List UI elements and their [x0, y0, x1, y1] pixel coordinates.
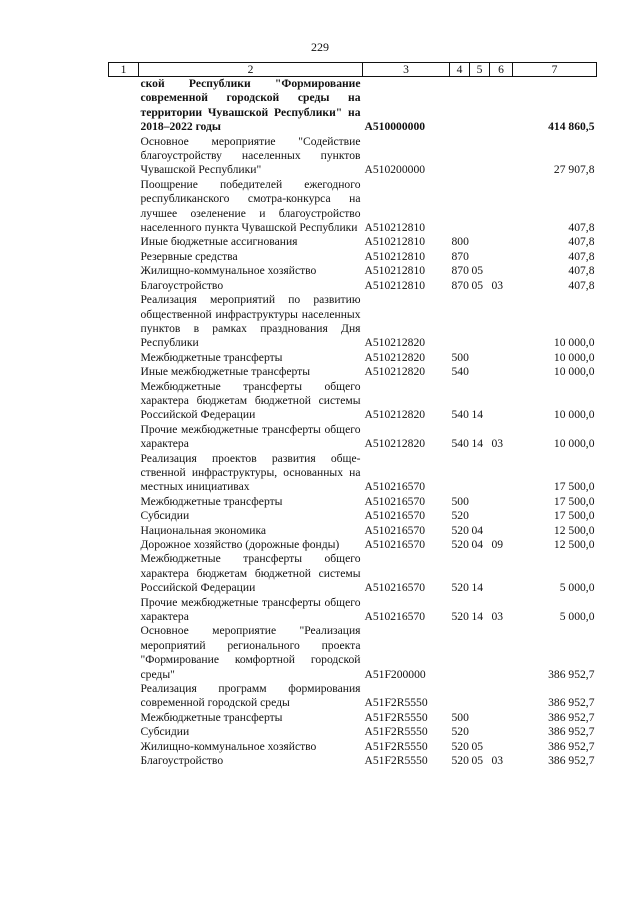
table-row: [109, 351, 597, 365]
row-subsection: [490, 524, 513, 538]
row-expense-type: 520: [451, 725, 469, 739]
row-amount: 10 000,0: [553, 336, 595, 350]
row-name: Реализация мероприятий по развитию общественной инфраструктуры населенных пунктов в рамках празднования Дня Республики: [140, 293, 361, 350]
row-subsection: [490, 711, 513, 725]
row-expense-type: 540: [451, 365, 469, 379]
header-col-3: 3: [363, 63, 450, 77]
row-section: [470, 495, 490, 509]
table-row: [109, 495, 597, 509]
row-subsection: [490, 380, 513, 423]
table-row: [109, 380, 597, 423]
row-target-code: A51F2R5550: [364, 696, 428, 710]
row-subsection: 03: [491, 610, 504, 624]
row-name: Поощрение победителей ежегодного республиканского смотра-конкурса на лучшее озеленение и благоустройство населенного пункта Чувашской Республики: [140, 177, 361, 235]
row-expense-type: 500: [451, 494, 469, 508]
row-spacer: [109, 351, 139, 365]
row-name: Реализация программ формирования современной городской среды: [140, 682, 361, 710]
row-name: Прочие межбюджетные трансферты общего характера: [140, 422, 361, 451]
row-amount: 386 952,7: [548, 754, 595, 768]
row-amount: 407,8: [568, 249, 595, 263]
row-spacer: [109, 264, 139, 278]
row-section: 05: [471, 739, 484, 753]
row-amount: 10 000,0: [553, 350, 595, 364]
row-section: 14: [471, 437, 484, 451]
row-expense-type: [450, 682, 470, 711]
row-target-code: A510216570: [364, 523, 426, 537]
row-section: [470, 624, 490, 682]
row-name: Межбюджетные трансферты общего характера бюджетам бюджетной системы Российской Федерации: [140, 379, 361, 422]
row-amount: 27 907,8: [553, 163, 595, 177]
row-target-code: A510212810: [364, 249, 426, 263]
row-name: Дорожное хозяйство (дорожные фонды): [140, 538, 340, 551]
row-section: [470, 135, 490, 178]
row-subsection: 03: [491, 278, 504, 292]
row-target-code: A510212810: [364, 221, 426, 235]
row-amount: 386 952,7: [548, 739, 595, 753]
row-target-code: A510212820: [364, 336, 426, 350]
row-amount: 17 500,0: [553, 480, 595, 494]
row-subsection: [490, 250, 513, 264]
row-amount: 386 952,7: [548, 725, 595, 739]
row-target-code: A510000000: [364, 120, 426, 134]
row-amount: 386 952,7: [548, 710, 595, 724]
row-subsection: [490, 135, 513, 178]
row-spacer: [109, 624, 139, 682]
row-subsection: [490, 509, 513, 523]
table-row: [109, 452, 597, 495]
row-subsection: [490, 365, 513, 379]
row-target-code: A510216570: [364, 480, 426, 494]
header-col-2: 2: [139, 63, 363, 77]
row-amount: 414 860,5: [548, 120, 595, 134]
row-expense-type: 500: [451, 710, 469, 724]
row-amount: 407,8: [568, 235, 595, 249]
row-section: [470, 77, 490, 135]
row-target-code: A510212820: [364, 350, 426, 364]
row-subsection: [490, 725, 513, 739]
row-subsection: [490, 682, 513, 711]
row-expense-type: 520: [451, 581, 469, 595]
table-row: [109, 509, 597, 523]
row-expense-type: [450, 135, 470, 178]
row-spacer: [109, 495, 139, 509]
row-name: Межбюджетные трансферты: [140, 350, 283, 364]
row-target-code: A510212820: [364, 365, 426, 379]
row-expense-type: 870: [451, 264, 469, 278]
row-spacer: [109, 524, 139, 538]
row-amount: 386 952,7: [548, 696, 595, 710]
row-section: 05: [471, 264, 484, 278]
row-section: 04: [471, 538, 484, 551]
row-spacer: [109, 452, 139, 495]
row-spacer: [109, 509, 139, 523]
row-spacer: [109, 682, 139, 711]
row-target-code: A51F2R5550: [364, 710, 428, 724]
row-subsection: [490, 624, 513, 682]
row-spacer: [109, 552, 139, 595]
row-name: Резервные средства: [140, 249, 238, 263]
table-row: [109, 279, 597, 293]
row-expense-type: 540: [451, 408, 469, 422]
row-expense-type: [450, 178, 470, 236]
table-row: [109, 725, 597, 739]
row-amount: 407,8: [568, 278, 595, 292]
row-spacer: [109, 711, 139, 725]
row-expense-type: 500: [451, 350, 469, 364]
row-subsection: 03: [491, 437, 504, 451]
row-expense-type: [450, 624, 470, 682]
row-target-code: A510216570: [364, 509, 426, 523]
table-row: [109, 293, 597, 351]
row-name: Жилищно-коммунальное хозяйство: [140, 739, 317, 753]
table-row: [109, 740, 597, 754]
row-section: 14: [471, 408, 484, 422]
row-spacer: [109, 423, 139, 452]
row-spacer: [109, 250, 139, 264]
row-amount: 12 500,0: [553, 538, 595, 551]
row-amount: 407,8: [568, 264, 595, 278]
row-target-code: A510216570: [364, 494, 426, 508]
header-col-4: 4: [450, 63, 470, 77]
row-name: Иные бюджетные ассигнования: [140, 235, 298, 249]
row-amount: 10 000,0: [553, 365, 595, 379]
table-row: [109, 596, 597, 625]
row-subsection: [490, 293, 513, 351]
row-target-code: A510212810: [364, 278, 426, 292]
row-amount: 5 000,0: [559, 610, 595, 624]
row-section: 14: [471, 610, 484, 624]
row-spacer: [109, 740, 139, 754]
row-subsection: [490, 77, 513, 135]
row-name: Благоустройство: [140, 278, 224, 292]
table-row: [109, 264, 597, 278]
row-section: 04: [471, 523, 484, 537]
row-subsection: [490, 552, 513, 595]
row-name: Реализация проектов развития общественной инфраструктуры, основанных на местных инициативах: [140, 451, 361, 494]
row-name: Межбюджетные трансферты: [140, 494, 283, 508]
table-row: [109, 754, 597, 768]
row-name: Национальная экономика: [140, 523, 267, 537]
header-row: [109, 63, 597, 77]
row-subsection: [490, 351, 513, 365]
row-name: Межбюджетные трансферты общего характера бюджетам бюджетной системы Российской Федерации: [140, 552, 361, 595]
row-subsection: [490, 495, 513, 509]
row-name: Субсидии: [140, 509, 190, 523]
row-name: Основное мероприятие "Содействие благоустройству населенных пунктов Чувашской Республики": [140, 134, 361, 177]
row-expense-type: [450, 77, 470, 135]
row-subsection: [490, 452, 513, 495]
row-section: 05: [471, 754, 484, 768]
row-spacer: [109, 293, 139, 351]
row-spacer: [109, 754, 139, 768]
row-section: 14: [471, 581, 484, 595]
table-row: [109, 524, 597, 538]
row-spacer: [109, 77, 139, 135]
row-target-code: A510216570: [364, 610, 426, 624]
row-expense-type: 540: [451, 437, 469, 451]
header-col-6: 6: [490, 63, 513, 77]
row-amount: 5 000,0: [559, 581, 595, 595]
row-expense-type: [450, 452, 470, 495]
row-target-code: A51F2R5550: [364, 725, 428, 739]
row-section: 05: [471, 278, 484, 292]
row-amount: 10 000,0: [553, 408, 595, 422]
table-row: [109, 178, 597, 236]
row-name: Жилищно-коммунальное хозяйство: [140, 264, 317, 278]
row-target-code: A510212810: [364, 235, 426, 249]
table-row: [109, 552, 597, 595]
row-expense-type: 520: [451, 754, 469, 768]
row-subsection: 03: [491, 754, 504, 768]
row-expense-type: 870: [451, 249, 469, 263]
row-name: ской Республики "Формирование современной городской среды на территории Чувашской Республики" на 2018–2022 годы: [140, 77, 361, 134]
row-section: [470, 235, 490, 249]
row-subsection: [490, 178, 513, 236]
row-expense-type: 800: [451, 235, 469, 249]
table-row: [109, 135, 597, 178]
table-row: [109, 235, 597, 249]
row-spacer: [109, 235, 139, 249]
table-row: [109, 711, 597, 725]
table-row: [109, 423, 597, 452]
row-target-code: A510212810: [364, 264, 426, 278]
header-col-7: 7: [513, 63, 597, 77]
row-name: Межбюджетные трансферты: [140, 710, 283, 724]
row-amount: 386 952,7: [548, 667, 595, 681]
row-target-code: A510212820: [364, 437, 426, 451]
row-subsection: 09: [491, 538, 504, 551]
page-number: 229: [311, 40, 329, 54]
row-section: [470, 293, 490, 351]
row-spacer: [109, 365, 139, 379]
row-expense-type: 520: [451, 610, 469, 624]
header-col-5: 5: [470, 63, 490, 77]
row-expense-type: 520: [451, 739, 469, 753]
row-target-code: A51F2R5550: [364, 754, 428, 768]
row-amount: 407,8: [568, 221, 595, 235]
row-name: Прочие межбюджетные трансферты общего характера: [140, 595, 361, 624]
row-spacer: [109, 380, 139, 423]
row-target-code: A510216570: [364, 538, 426, 551]
table-row: [109, 250, 597, 264]
row-subsection: [490, 264, 513, 278]
row-target-code: A510216570: [364, 581, 426, 595]
row-expense-type: 520: [451, 538, 469, 551]
row-name: Основное мероприятие "Реализация мероприятий регионального проекта "Формирование комфортной городской среды": [140, 624, 361, 681]
row-name: Благоустройство: [140, 754, 224, 768]
table-row: [109, 365, 597, 379]
row-target-code: A51F200000: [364, 667, 426, 681]
row-amount: 10 000,0: [553, 437, 595, 451]
row-expense-type: 870: [451, 278, 469, 292]
row-section: [470, 365, 490, 379]
row-subsection: [490, 235, 513, 249]
row-section: [470, 452, 490, 495]
header-col-1: 1: [109, 63, 139, 77]
row-target-code: A510212820: [364, 408, 426, 422]
row-section: [470, 351, 490, 365]
row-target-code: A510200000: [364, 163, 426, 177]
row-section: [470, 682, 490, 711]
row-spacer: [109, 178, 139, 236]
row-expense-type: 520: [451, 523, 469, 537]
table-row: [109, 77, 597, 135]
row-name: Субсидии: [140, 725, 190, 739]
row-target-code: A51F2R5550: [364, 739, 428, 753]
row-spacer: [109, 725, 139, 739]
table-row: [109, 538, 597, 552]
row-section: [470, 725, 490, 739]
row-section: [470, 178, 490, 236]
row-section: [470, 509, 490, 523]
row-amount: 12 500,0: [553, 523, 595, 537]
row-section: [470, 711, 490, 725]
row-name: Иные межбюджетные трансферты: [140, 365, 311, 379]
row-spacer: [109, 279, 139, 293]
row-expense-type: 520: [451, 509, 469, 523]
row-amount: 17 500,0: [553, 509, 595, 523]
row-section: [470, 250, 490, 264]
row-spacer: [109, 596, 139, 625]
row-amount: 17 500,0: [553, 494, 595, 508]
row-expense-type: [450, 293, 470, 351]
row-subsection: [490, 740, 513, 754]
table-row: [109, 682, 597, 711]
row-spacer: [109, 538, 139, 552]
budget-table: [108, 62, 597, 769]
row-spacer: [109, 135, 139, 178]
table-row: [109, 624, 597, 682]
